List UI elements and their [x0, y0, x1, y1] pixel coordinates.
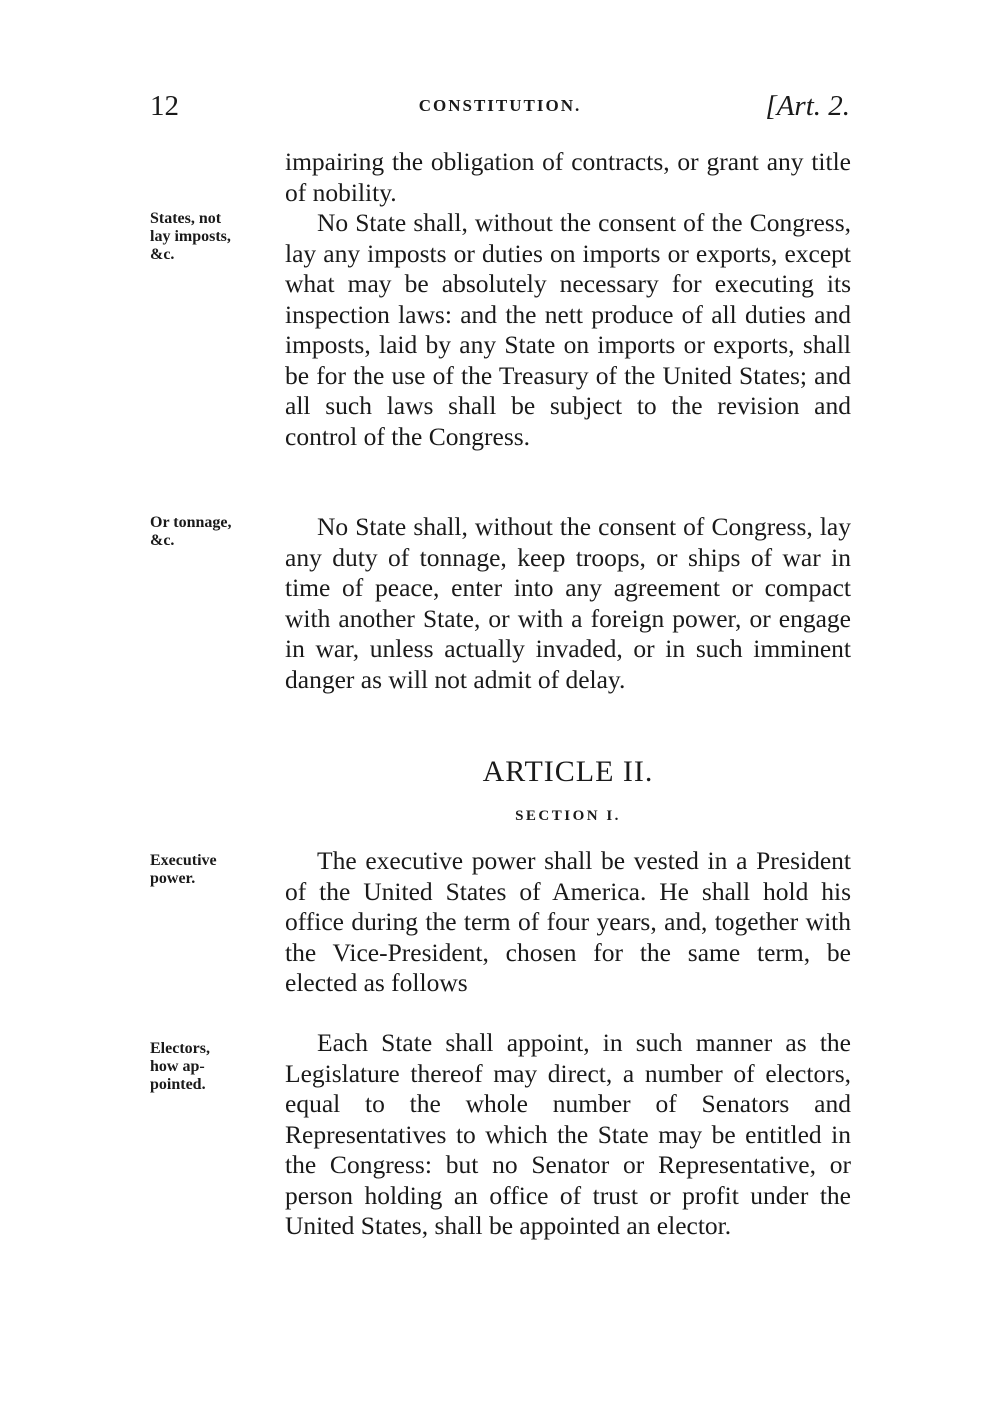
paragraph-executive: The executive power shall be vested in a President of the United States of America. He shall hold his office during the term of four years, and, together with the Vice-President, chosen for the same term, be elected as follows	[285, 846, 851, 997]
paragraph-continuation: impairing the obligation of contracts, or grant any title of nobility.	[285, 147, 851, 207]
body-text	[285, 512, 851, 695]
section-heading: SECTION I.	[515, 808, 621, 824]
margin-note-tonnage: Or tonnage, &c.	[150, 514, 232, 549]
margin-note-executive: Executive power.	[150, 852, 217, 887]
paragraph-tonnage: No State shall, without the consent of Congress, lay any duty of tonnage, keep troops, or ships of war in time of peace, enter into any agreement or compact with another State, or with a foreign power, or engage in war, unless actually invaded, or in such imminent danger as will not admit of delay.	[285, 512, 851, 694]
article-heading: ARTICLE II.	[482, 755, 654, 788]
margin-note-electors: Electors, how ap- pointed.	[150, 1040, 210, 1093]
running-title: CONSTITUTION.	[418, 96, 582, 115]
body-text	[285, 147, 851, 208]
running-head	[150, 90, 850, 130]
body-text	[285, 846, 851, 999]
paragraph-electors: Each State shall appoint, in such manner as the Legislature thereof may direct, a number of electors, equal to the whole number of Senators and Representatives to which the State may be entitled in the Congress: but no Senator or Representative, or person holding an office of trust or profit under the United States, shall be appointed an elector.	[285, 1028, 851, 1240]
page-number: 12	[150, 90, 179, 122]
body-text	[285, 1028, 851, 1242]
margin-note-imposts: States, not lay imposts, &c.	[150, 210, 231, 263]
body-text	[285, 208, 851, 452]
paragraph-imposts: No State shall, without the consent of the Congress, lay any imposts or duties on imports or exports, except what may be absolutely necessary for executing its inspection laws: and the nett produce of all duties and imposts, laid by any State on imports or exports, shall be for the use of the Treasury of the United States; and all such laws shall be subject to the revision and control of the Congress.	[285, 208, 851, 451]
article-reference: [Art. 2.	[765, 90, 850, 122]
